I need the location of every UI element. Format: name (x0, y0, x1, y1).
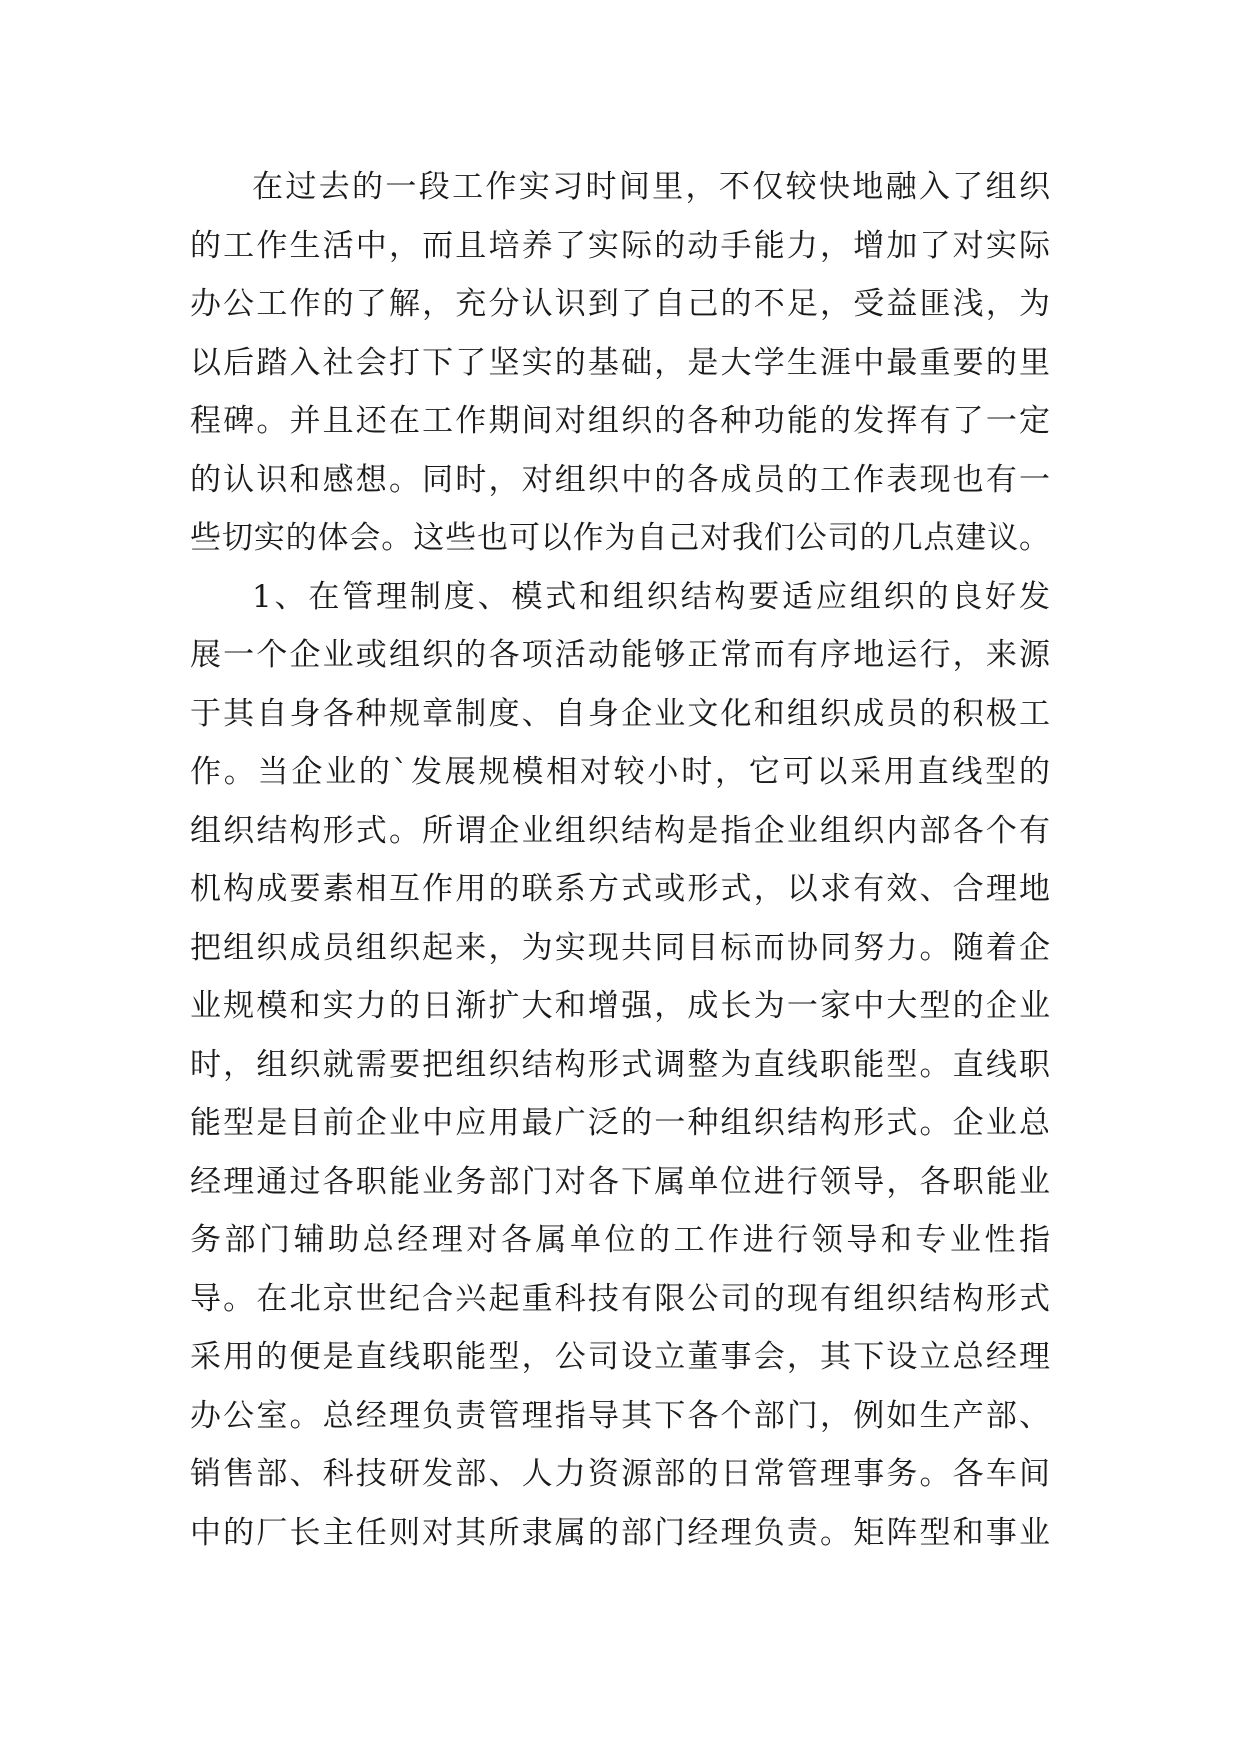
paragraph-2-line-1: 1、在管理制度、模式和组织结构要适应组织的良好发 (252, 578, 1050, 615)
paragraph-2-line-9: 时，组织就需要把组织结构形式调整为直线职能型。直线职 (190, 1046, 1050, 1083)
paragraph-2-line-14: 采用的便是直线职能型，公司设立董事会，其下设立总经理 (190, 1339, 1050, 1375)
body-text (190, 158, 1050, 1562)
paragraph-2-line-10: 能型是目前企业中应用最广泛的一种组织结构形式。企业总 (190, 1105, 1050, 1141)
paragraph-2-line-4: 作。当企业的`发展规模相对较小时，它可以采用直线型的 (190, 754, 1050, 790)
paragraph-1-line-5: 程碑。并且还在工作期间对组织的各种功能的发挥有了一定 (190, 403, 1050, 439)
paragraph-2-line-6: 机构成要素相互作用的联系方式或形式，以求有效、合理地 (190, 871, 1050, 907)
paragraph-2-line-11: 经理通过各职能业务部门对各下属单位进行领导，各职能业 (190, 1163, 1050, 1200)
paragraph-2-line-15: 办公室。总经理负责管理指导其下各个部门，例如生产部、 (190, 1397, 1050, 1434)
paragraph-2-line-5: 组织结构形式。所谓企业组织结构是指企业组织内部各个有 (190, 812, 1050, 849)
paragraph-1-line-1: 在过去的一段工作实习时间里，不仅较快地融入了组织 (252, 169, 1050, 205)
paragraph-1-line-3: 办公工作的了解，充分认识到了自己的不足，受益匪浅，为 (190, 286, 1050, 322)
paragraph-2-line-12: 务部门辅助总经理对各属单位的工作进行领导和专业性指 (190, 1222, 1050, 1258)
paragraph-1-line-6: 的认识和感想。同时，对组织中的各成员的工作表现也有一 (190, 461, 1050, 498)
paragraph-2-line-7: 把组织成员组织起来，为实现共同目标而协同努力。随着企 (190, 929, 1050, 966)
paragraph-2-line-2: 展一个企业或组织的各项活动能够正常而有序地运行，来源 (190, 637, 1050, 673)
paragraph-2-line-16: 销售部、科技研发部、人力资源部的日常管理事务。各车间 (190, 1456, 1050, 1492)
paragraph-2-line-13: 导。在北京世纪合兴起重科技有限公司的现有组织结构形式 (190, 1280, 1050, 1317)
paragraph-1-line-2: 的工作生活中，而且培养了实际的动手能力，增加了对实际 (190, 227, 1050, 264)
paragraph-1-line-4: 以后踏入社会打下了坚实的基础，是大学生涯中最重要的里 (190, 344, 1050, 381)
paragraph-2-line-17: 中的厂长主任则对其所隶属的部门经理负责。矩阵型和事业 (190, 1514, 1050, 1551)
paragraph-2-line-3: 于其自身各种规章制度、自身企业文化和组织成员的积极工 (190, 695, 1050, 732)
paragraph-2-line-8: 业规模和实力的日渐扩大和增强，成长为一家中大型的企业 (190, 988, 1050, 1024)
paragraph-1-line-7: 些切实的体会。这些也可以作为自己对我们公司的几点建议。 (190, 520, 1050, 556)
